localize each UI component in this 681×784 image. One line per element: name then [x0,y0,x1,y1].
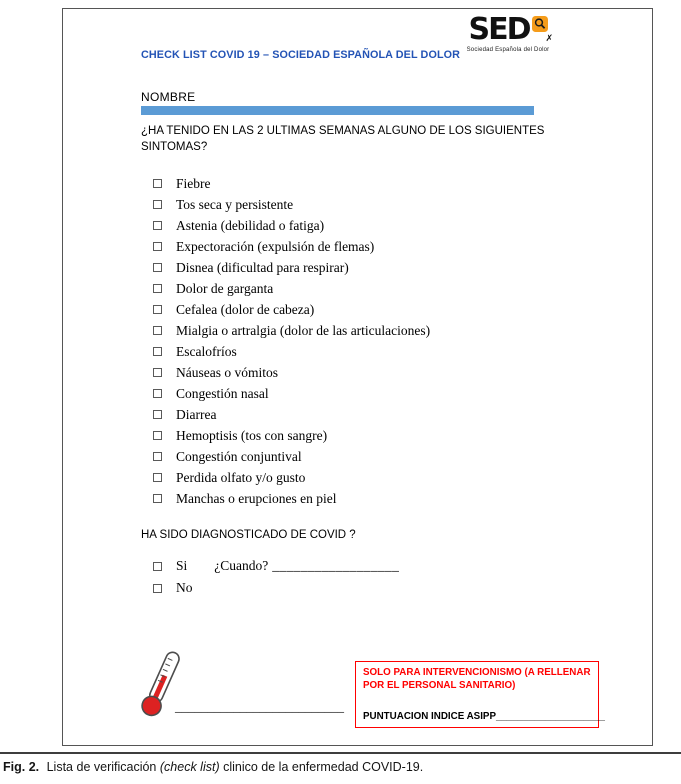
symptom-checkbox[interactable] [153,452,162,461]
name-field-bar[interactable] [141,106,534,115]
symptom-label: Hemoptisis (tos con sangre) [176,427,328,443]
symptom-checkbox[interactable] [153,242,162,251]
caption-fig-label: Fig. 2. [3,760,40,774]
thermometer-icon [135,645,187,732]
intervention-box [355,661,605,728]
option-yes-row [153,555,399,577]
asipp-blank-line[interactable]: ____________________ [496,711,605,722]
caption-text-1: Lista de verificación [46,760,157,774]
symptoms-question: ¿HA TENIDO EN LAS 2 ULTIMAS SEMANAS ALGUNO DE LOS SIGUIENTES SINTOMAS? [141,125,545,153]
symptom-row [153,362,430,383]
symptom-row [153,194,430,215]
figure-caption [3,760,423,774]
symptom-checkbox[interactable] [153,410,162,419]
sed-logo-magnifier-icon [532,16,548,32]
symptoms-list [153,173,430,509]
caption-divider [0,752,681,754]
symptom-checkbox[interactable] [153,431,162,440]
diagnosis-question: HA SIDO DIAGNOSTICADO DE COVID ? [141,529,356,541]
symptom-checkbox[interactable] [153,284,162,293]
when-blank-line[interactable]: __________________ [272,558,400,573]
sed-logo-pen-icon: ✗ [545,33,553,43]
symptom-label: Escalofríos [176,343,237,359]
symptom-checkbox[interactable] [153,389,162,398]
symptom-label: Fiebre [176,175,211,191]
yes-checkbox[interactable] [153,562,162,571]
symptom-checkbox[interactable] [153,221,162,230]
signature-blank-line[interactable]: __________________________ [175,699,344,714]
yes-label: Si [176,558,188,573]
symptom-label: Dolor de garganta [176,280,274,296]
symptom-row [153,299,430,320]
symptom-checkbox[interactable] [153,263,162,272]
symptom-checkbox[interactable] [153,347,162,356]
symptom-label: Náuseas o vómitos [176,364,278,380]
caption-text-2: clinico de la enfermedad COVID-19. [223,760,424,774]
symptom-row [153,404,430,425]
symptom-checkbox[interactable] [153,494,162,503]
symptom-row [153,467,430,488]
symptom-row [153,488,430,509]
sed-logo-subtext: Sociedad Española del Dolor [466,47,550,53]
symptom-label: Mialgia o artralgia (dolor de las articulaciones) [176,322,431,338]
symptom-label: Expectoración (expulsión de flemas) [176,238,375,254]
symptom-label: Manchas o erupciones en piel [176,490,337,506]
sed-logo-text: SED [468,12,530,47]
asipp-row [363,711,605,722]
document-page [62,8,653,746]
caption-italic: (check list) [159,760,220,774]
symptom-row [153,383,430,404]
symptom-label: Congestión nasal [176,385,269,401]
symptom-label: Disnea (dificultad para respirar) [176,259,349,275]
symptom-row [153,173,430,194]
symptom-checkbox[interactable] [153,326,162,335]
diagnosis-options [153,555,399,599]
symptom-row [153,341,430,362]
symptom-checkbox[interactable] [153,200,162,209]
symptom-row [153,278,430,299]
symptom-row [153,320,430,341]
symptom-label: Astenia (debilidad o fatiga) [176,217,325,233]
symptom-label: Perdida olfato y/o gusto [176,469,306,485]
symptom-label: Tos seca y persistente [176,196,294,212]
symptom-checkbox[interactable] [153,179,162,188]
no-checkbox[interactable] [153,584,162,593]
intervention-box-title: SOLO PARA INTERVENCIONISMO (A RELLENAR POR EL PERSONAL SANITARIO) [363,667,591,691]
option-no-row [153,577,399,599]
symptom-checkbox[interactable] [153,305,162,314]
sed-logo [449,12,567,53]
name-label: NOMBRE [141,90,196,104]
symptom-label: Cefalea (dolor de cabeza) [176,301,315,317]
symptom-row [153,425,430,446]
symptom-label: Congestión conjuntival [176,448,302,464]
when-label: ¿Cuando? [214,558,269,573]
symptom-row [153,257,430,278]
asipp-label: PUNTUACION INDICE ASIPP [363,711,496,722]
symptom-row [153,215,430,236]
symptom-checkbox[interactable] [153,473,162,482]
no-label: No [176,580,193,595]
document-title: CHECK LIST COVID 19 – SOCIEDAD ESPAÑOLA DEL DOLOR [141,49,461,61]
symptom-row [153,446,430,467]
symptom-label: Diarrea [176,406,217,422]
symptom-checkbox[interactable] [153,368,162,377]
symptom-row [153,236,430,257]
